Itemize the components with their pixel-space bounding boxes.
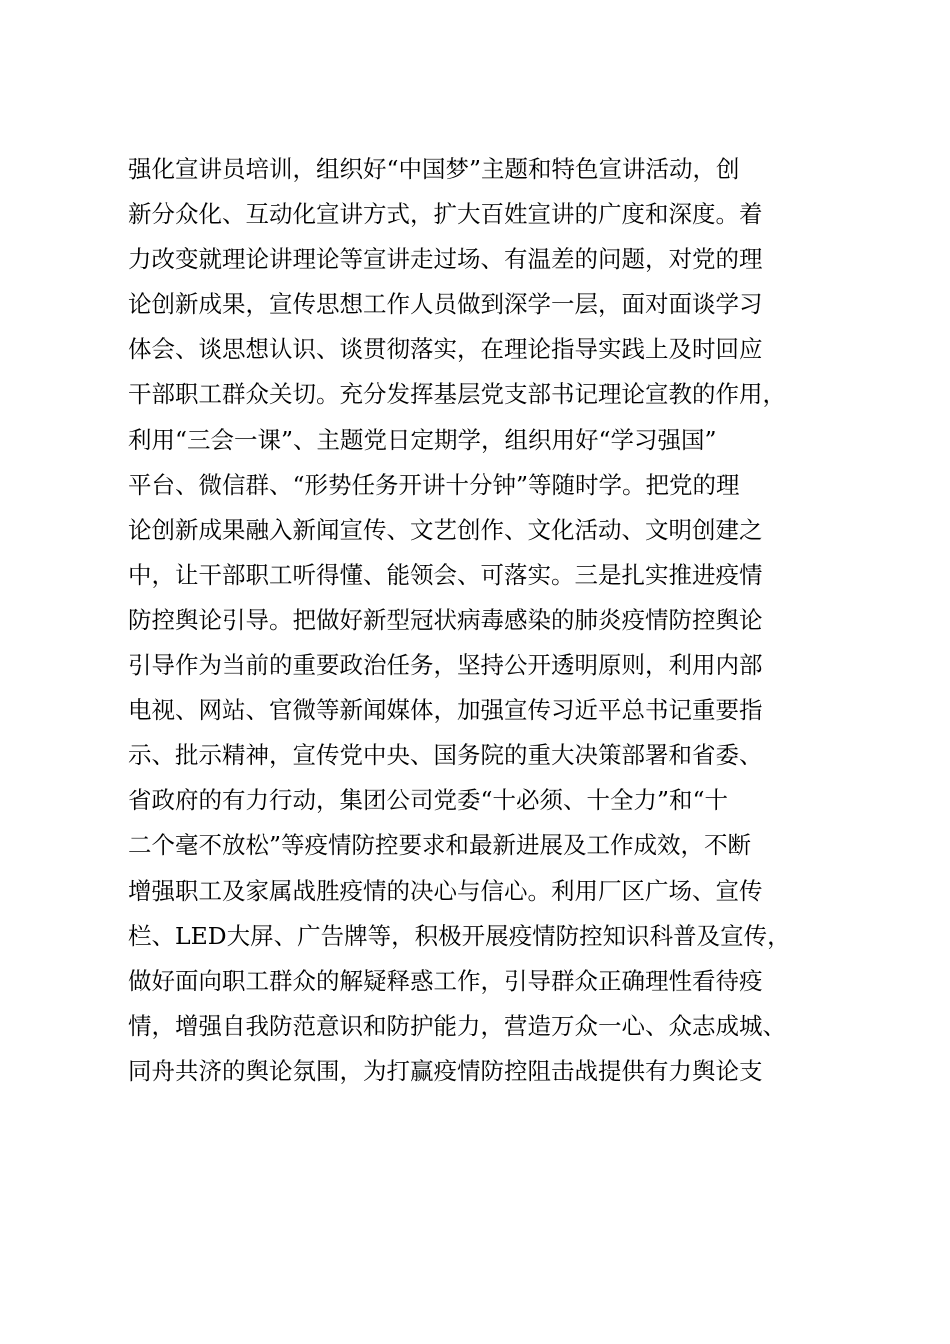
text-line: 同舟共济的舆论氛围，为打赢疫情防控阻击战提供有力舆论支: [128, 1056, 763, 1085]
text-line: 利用“三会一课”、主题党日定期学，组织用好“学习强国”: [128, 425, 717, 454]
text-line: 增强职工及家属战胜疫情的决心与信心。利用厂区广场、宣传: [128, 876, 763, 905]
text-line: 论创新成果融入新闻宣传、文艺创作、文化活动、文明创建之: [128, 515, 763, 544]
text-line: 中，让干部职工听得懂、能领会、可落实。三是扎实推进疫情: [128, 560, 763, 589]
text-line: 情，增强自我防范意识和防护能力，营造万众一心、众志成城、: [128, 1011, 786, 1040]
text-line: 平台、微信群、“形势任务开讲十分钟”等随时学。把党的理: [128, 470, 740, 499]
body-text: [128, 147, 848, 1094]
text-line: 引导作为当前的重要政治任务，坚持公开透明原则，利用内部: [128, 651, 763, 680]
text-line: 栏、LED大屏、广告牌等，积极开展疫情防控知识科普及宣传，: [128, 921, 791, 950]
text-line: 新分众化、互动化宣讲方式，扩大百姓宣讲的广度和深度。着: [128, 200, 763, 229]
text-line: 论创新成果，宣传思想工作人员做到深学一层，面对面谈学习: [128, 290, 763, 319]
text-line: 体会、谈思想认识、谈贯彻落实，在理论指导实践上及时回应: [128, 335, 763, 364]
text-line: 力改变就理论讲理论等宣讲走过场、有温差的问题，对党的理: [128, 245, 763, 274]
text-line: 防控舆论引导。把做好新型冠状病毒感染的肺炎疫情防控舆论: [128, 605, 763, 634]
text-line: 干部职工群众关切。充分发挥基层党支部书记理论宣教的作用，: [128, 380, 786, 409]
text-line: 电视、网站、官微等新闻媒体，加强宣传习近平总书记重要指: [128, 696, 763, 725]
text-line: 做好面向职工群众的解疑释惑工作，引导群众正确理性看待疫: [128, 966, 763, 995]
text-line: 省政府的有力行动，集团公司党委“十必须、十全力”和“十: [128, 786, 729, 815]
text-line: 示、批示精神，宣传党中央、国务院的重大决策部署和省委、: [128, 741, 763, 770]
text-line: 强化宣讲员培训，组织好“中国梦”主题和特色宣讲活动，创: [128, 155, 740, 183]
text-line: 二个毫不放松”等疫情防控要求和最新进展及工作成效，不断: [128, 831, 752, 860]
